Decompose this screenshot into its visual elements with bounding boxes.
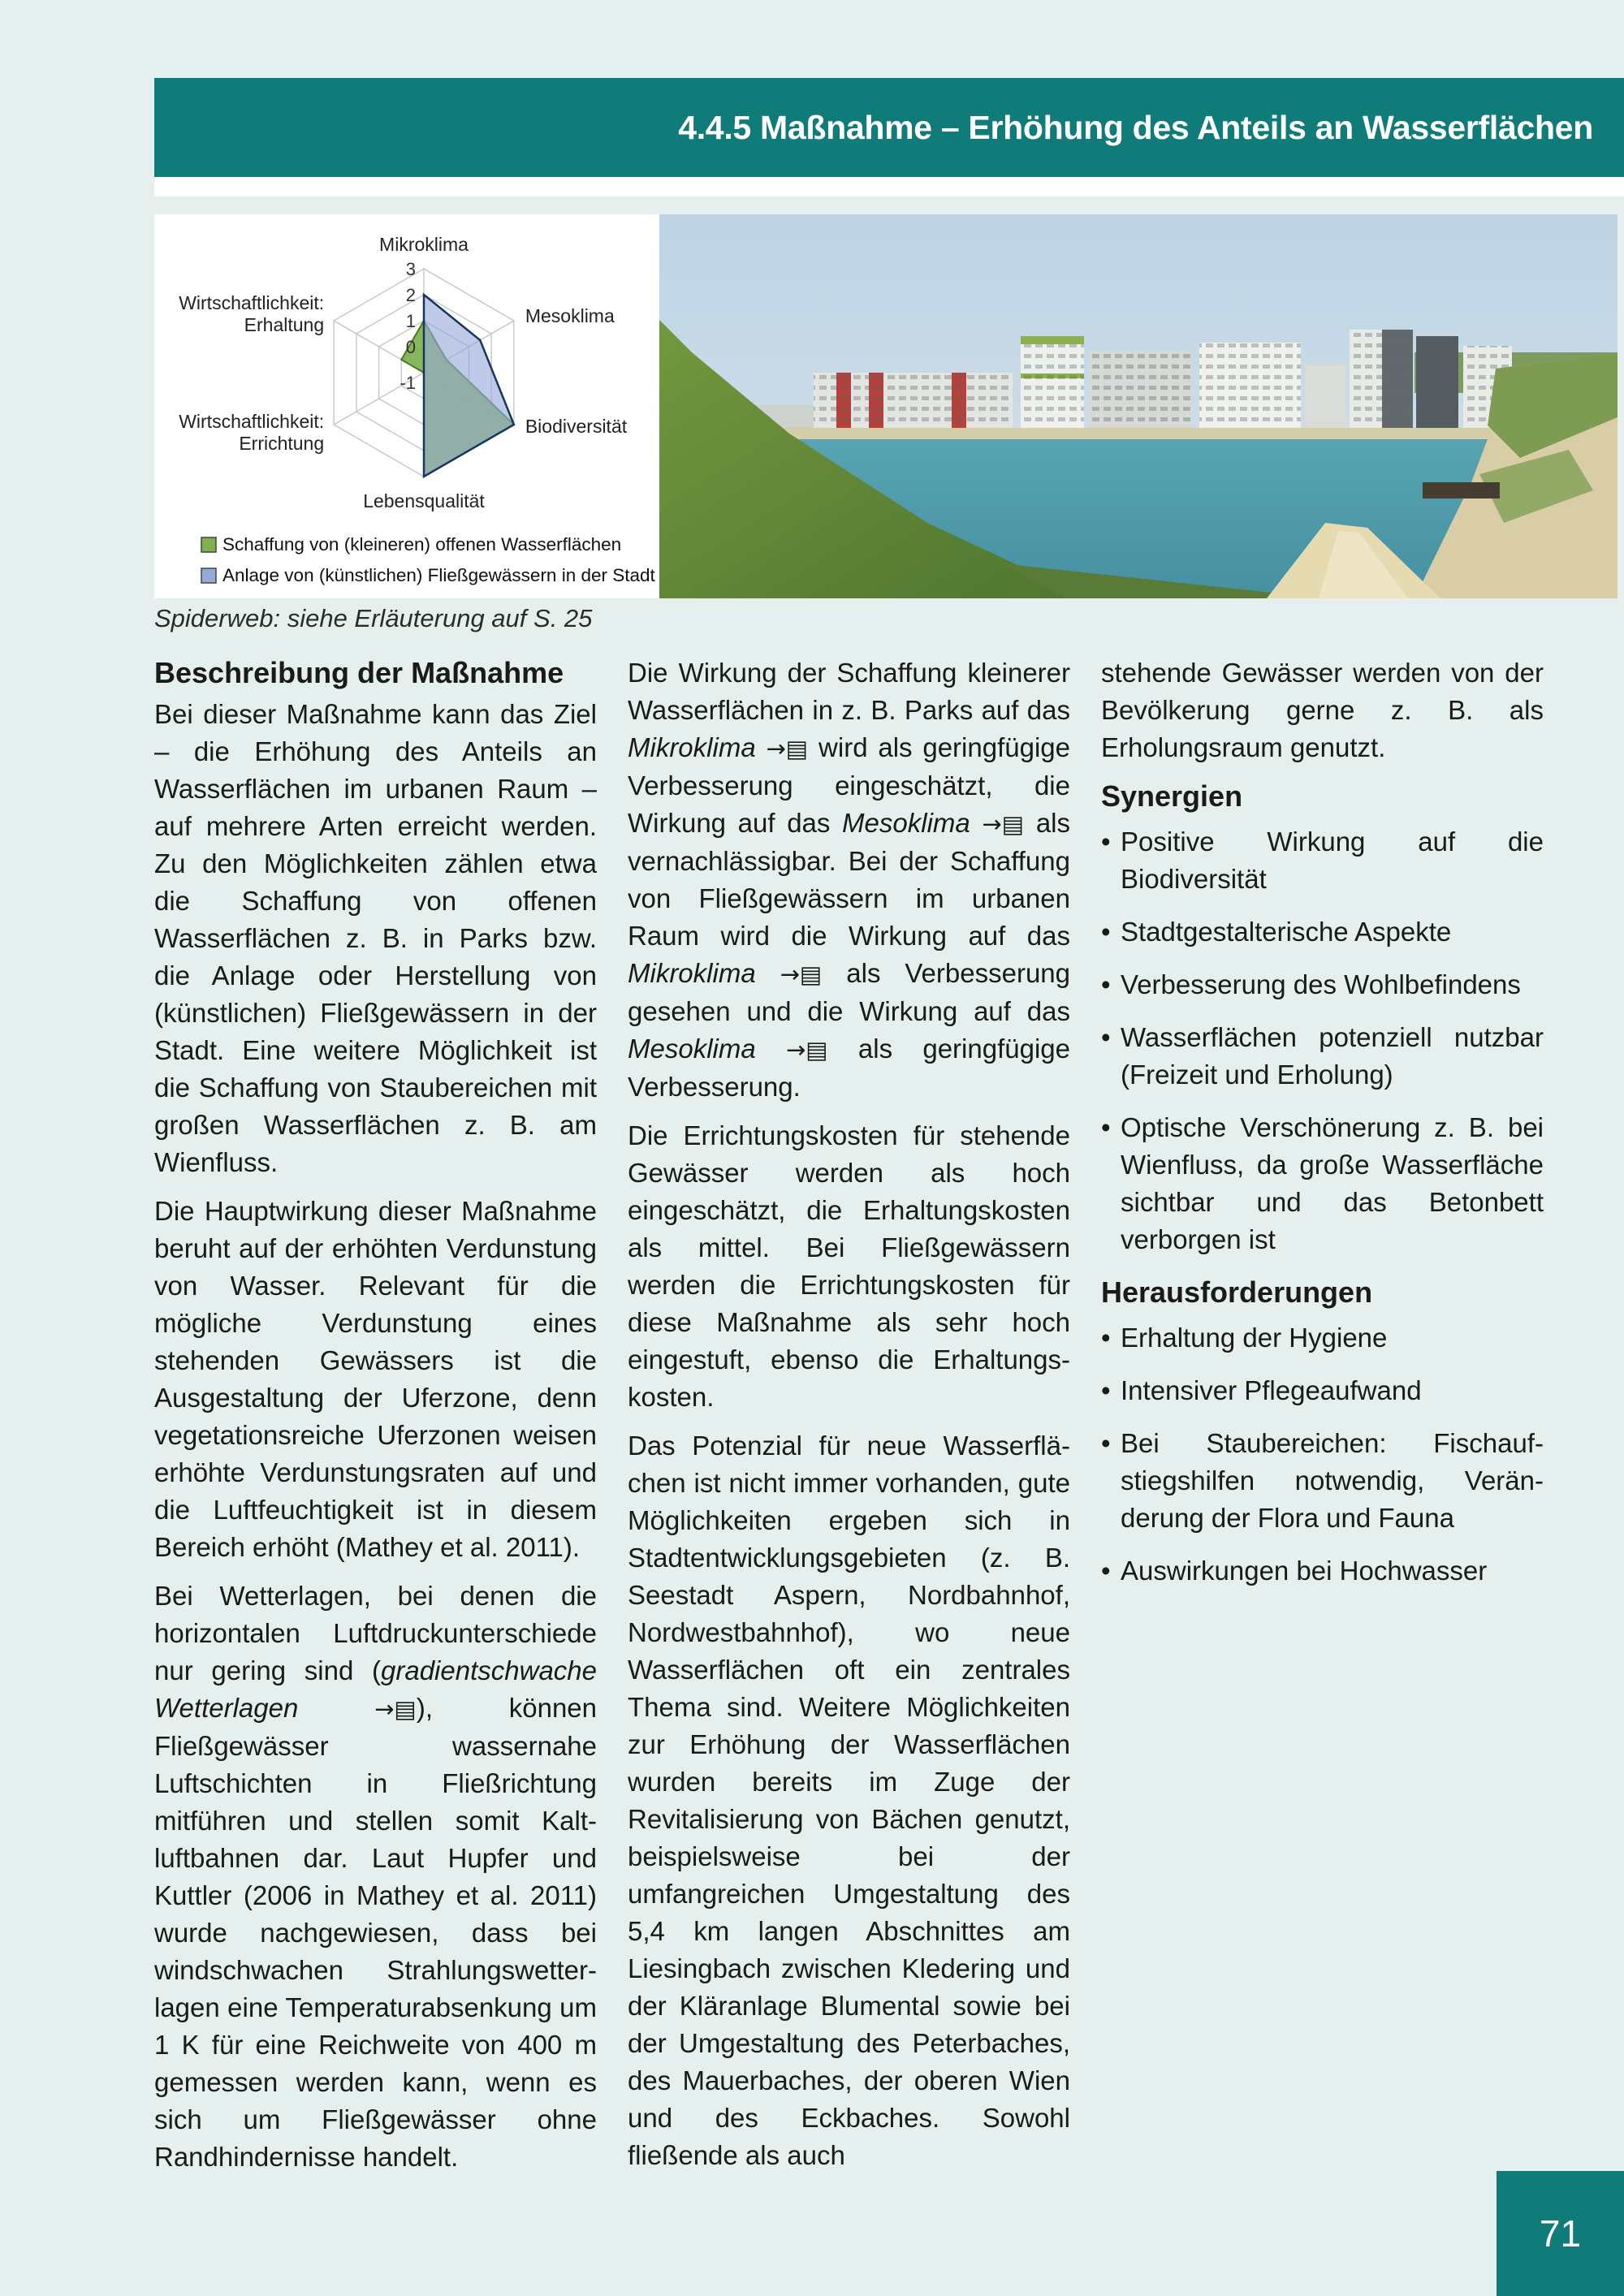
glossary-ref-icon: →▤ [785, 1036, 828, 1064]
page-number-badge [1497, 2171, 1624, 2296]
axis-label: Wirtschaftlichkeit: [179, 292, 325, 313]
paragraph: Die Wirkung der Schaffung kleinerer Wasserflächen in z. B. Parks auf das Mikroklima →▤ wird als geringfügige Verbesserung eingeschätzt, die Wirkung auf das Mesoklima →▤ als vernachlässigbar. Bei der Schaffung von Fließgewässern im urbanen Raum wird die Wirkung auf das Mikroklima →▤ als Verbesserung gesehen und die Wirkung auf das Mesoklima →▤ als geringfügige Verbesserung. [628, 658, 1071, 1102]
glossary-ref-icon: →▤ [766, 735, 809, 762]
radar-chart [154, 214, 659, 598]
legend-swatch [201, 568, 216, 583]
column-2 [628, 654, 1070, 2187]
heading-herausforderungen: Herausforderungen [1101, 1275, 1373, 1309]
lake-photo [659, 214, 1618, 598]
axis-label: Errichtung [239, 433, 325, 454]
paragraph: Die Errichtungskosten für stehende Gewässer werden als hoch eingeschätzt, die Erhaltungskosten als mittel. Bei Fließgewässern werden die Errichtungskosten für diese Maßnahme als sehr hoch eingestuft, ebenso die Erhaltungskosten. [628, 1120, 1070, 1412]
tick-label: 2 [405, 285, 416, 305]
heading-synergien: Synergien [1101, 779, 1243, 813]
jetty [1423, 482, 1500, 498]
paragraph: Die Hauptwirkung dieser Maßnahme beruht auf der erhöhten Verdunstung von Wasser. Relevant für die mögliche Verdunstung eines stehenden Gewässers ist die Ausgestaltung der Uferzone, denn vegetationsreiche Uferzonen weisen erhöhte Verdunstungsraten auf und die Luftfeuchtigkeit ist in diesem Bereich erhöht (Mathey et al. 2011). [154, 1196, 597, 1562]
page-number: 71 [1539, 2212, 1582, 2255]
section-header [154, 78, 1624, 177]
far-shore-sand [659, 428, 1618, 441]
list-item: • Bei Staubereichen: Fischaufstiegshilfen notwendig, Veränderung der Flora und Fauna [1101, 1425, 1544, 1537]
header-underline-strip [154, 177, 1624, 196]
list-item: • Verbesserung des Wohlbefindens [1101, 966, 1544, 1003]
legend-label: Schaffung von (kleineren) offenen Wasserflächen [222, 534, 622, 555]
lake-photo-box [659, 214, 1618, 598]
axis-label: Lebensqualität [363, 490, 485, 511]
tick-label: -1 [400, 373, 416, 393]
paragraph: Bei Wetterlagen, bei denen die horizontalen Luftdruckunterschiede nur gering sind (gradientschwache Wetterlagen →▤), können Fließgewässer wassernahe Luftschichten in Fließrichtung mitführen und stellen somit Kaltluftbahnen dar. Laut Hupfer und Kuttler (2006 in Mathey et al. 2011) wurde nachgewiesen, dass bei windschwachen Strahlungswetterlagen eine Temperaturabsenkung um 1 K für eine Reichweite von 400 m gemessen werden kann, wenn es sich um Fließgewässer ohne Randhindernisse handelt. [154, 1581, 598, 2172]
paragraph: Bei dieser Maßnahme kann das Ziel – die Erhöhung des Anteils an Wasserflächen im urbanen Raum – auf mehrere Arten erreicht werden. Zu den Möglichkeiten zählen etwa die Schaffung von offenen Wasserflächen z. B. in Parks bzw. die Anlage oder Herstellung von (künstlichen) Fließgewässern in der Stadt. Eine weitere Möglichkeit ist die Schaffung von Staubereichen mit großen Wasserflächen z. B. am Wienfluss. [154, 699, 597, 1177]
list-item: • Intensiver Pflegeaufwand [1101, 1372, 1544, 1409]
glossary-ref-icon: →▤ [374, 1695, 417, 1723]
column-3 [1101, 654, 1544, 2187]
page-title: 4.4.5 Maßnahme – Erhöhung des Anteils an Wasserflächen [678, 108, 1593, 146]
figure-panel [154, 214, 1618, 598]
series-1 [424, 295, 514, 477]
axis-label: Mesoklima [525, 305, 615, 326]
tick-label: 0 [405, 337, 416, 357]
axis-label: Mikroklima [379, 234, 469, 255]
axis-label: Wirtschaftlichkeit: [179, 411, 325, 432]
axis-label: Biodiversität [525, 416, 628, 437]
list-item: • Stadtgestalterische Aspekte [1101, 913, 1544, 951]
tick-label: 1 [405, 311, 416, 331]
list-item: • Positive Wirkung auf die Biodiversität [1101, 823, 1544, 898]
herausforderungen-list [1101, 1319, 1544, 1590]
paragraph: stehende Gewässer werden von der Bevölkerung gerne z. B. als Erholungsraum genutzt. [1101, 658, 1544, 762]
list-item: • Wasserflächen potenziell nutzbar (Freizeit und Erholung) [1101, 1019, 1544, 1094]
list-item: • Auswirkungen bei Hochwasser [1101, 1552, 1544, 1590]
body-columns [154, 654, 1544, 2187]
legend-swatch [201, 537, 216, 552]
tick-label: 3 [405, 259, 416, 279]
figure-caption: Spiderweb: siehe Erläuterung auf S. 25 [154, 604, 593, 632]
paragraph: Das Potenzial für neue Wasserflächen ist nicht immer vorhanden, gute Möglichkeiten ergeben sich in Stadtentwicklungsgebieten (z. B. Seestadt Aspern, Nordbahnhof, Nordwestbahnhof), wo neue Wasserflächen oft ein zentrales Thema sind. Weitere Möglichkeiten zur Erhöhung der Wasserflächen wurden bereits im Zuge der Revitalisierung von Bächen genutzt, beispielsweise bei der umfangreichen Umgestaltung des 5,4 km langen Abschnittes am Liesingbach zwischen Kledering und der Kläranlage Blumental sowie bei der Umgestaltung des Peterbaches, des Mauerbaches, der oberen Wien und des Eckbaches. Sowohl fließende als auch [628, 1431, 1070, 2170]
column-1 [154, 654, 597, 2187]
spiderweb-chart-box [154, 214, 659, 598]
legend-label: Anlage von (künstlichen) Fließgewässern in der Stadt [222, 565, 655, 585]
glossary-ref-icon: →▤ [780, 960, 823, 988]
axis-label: Erhaltung [244, 314, 325, 335]
heading-beschreibung: Beschreibung der Maßnahme [154, 656, 564, 689]
list-item: • Optische Verschönerung z. B. bei Wienfluss, da große Wasserfläche sichtbar und das Betonbett verborgen ist [1101, 1109, 1544, 1258]
synergien-list [1101, 823, 1544, 1258]
glossary-ref-icon: →▤ [982, 810, 1025, 838]
list-item: • Erhaltung der Hygiene [1101, 1319, 1544, 1357]
